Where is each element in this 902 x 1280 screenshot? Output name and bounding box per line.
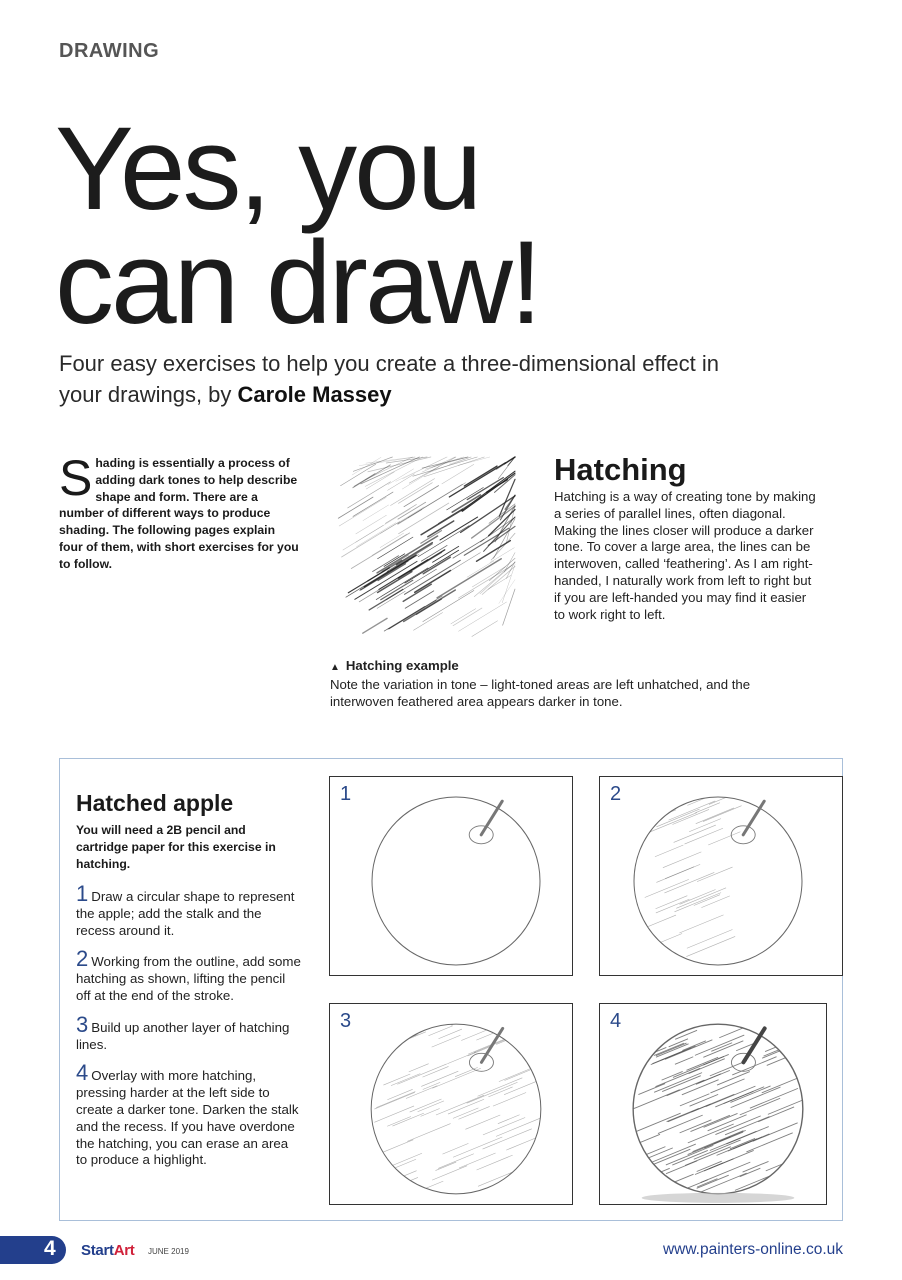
step-number: 4 [76, 1060, 89, 1086]
step-text: Overlay with more hatching, pressing harder at the left side to create a darker tone. Darken the stalk and the recess. If you have overdone the hatching, you can erase an area to produce a highlight. [76, 1068, 299, 1168]
drop-cap: S [59, 450, 93, 506]
apple-drawing-2 [600, 777, 828, 977]
panel-number: 2 [610, 783, 622, 805]
intro-paragraph [59, 450, 299, 573]
page-number-tab [0, 1236, 66, 1264]
step-3 [76, 1011, 301, 1054]
step-number: 1 [76, 881, 89, 906]
hatching-title: Hatching [554, 452, 687, 487]
headline-line-1: Yes, you [55, 103, 480, 235]
apple-panel-3 [329, 1003, 573, 1205]
step-number: 3 [76, 1011, 89, 1037]
apple-drawing-1 [330, 777, 574, 977]
issue-date: JUNE 2019 [148, 1247, 189, 1256]
apple-drawing-4 [600, 1004, 828, 1206]
apple-panel-1 [329, 776, 573, 976]
step-4 [76, 1060, 301, 1169]
exercise-title: Hatched apple [76, 790, 234, 816]
caption-heading: Hatching example [345, 658, 459, 673]
section-tag: DRAWING [59, 40, 160, 62]
standfirst-text: Four easy exercises to help you create a three-dimensional effect in your drawings, by [59, 351, 719, 407]
exercise-materials: You will need a 2B pencil and cartridge paper for this exercise in hatching. [76, 823, 276, 871]
intro-text: hading is essentially a process of adding dark tones to help describe shape and form. There are a number of different ways to produce shading. The following pages explain four of them, with short exercises for you to follow. [59, 456, 299, 571]
panel-number: 1 [340, 783, 352, 805]
page-number: 4 [44, 1237, 56, 1260]
panel-number: 4 [610, 1010, 622, 1032]
logo-art: Art [113, 1242, 135, 1259]
apple-drawing-3 [330, 1004, 574, 1206]
apple-panel-4 [599, 1003, 827, 1205]
step-text: Build up another layer of hatching lines. [76, 1019, 290, 1052]
caption-text: Note the variation in tone – light-toned areas are left unhatched, and the interwoven feathered area appears darker in tone. [330, 677, 751, 709]
caption-triangle-icon: ▲ [330, 662, 340, 673]
headline-line-2: can draw! [55, 217, 540, 349]
exercise-steps [76, 881, 301, 1181]
step-text: Draw a circular shape to represent the apple; add the stalk and the recess around it. [76, 889, 295, 938]
author-name: Carole Massey [237, 382, 392, 407]
image-caption [330, 657, 800, 710]
magazine-logo [81, 1242, 134, 1259]
website-link[interactable]: www.painters-online.co.uk [662, 1241, 843, 1258]
step-text: Working from the outline, add some hatching as shown, lifting the pencil off at the end of the stroke. [76, 954, 301, 1003]
step-2 [76, 946, 301, 1004]
panel-number: 3 [340, 1010, 352, 1032]
standfirst [59, 348, 759, 410]
step-number: 2 [76, 946, 89, 972]
apple-panel-2 [599, 776, 843, 976]
hatching-body: Hatching is a way of creating tone by making a series of parallel lines, often diagonal. Making the lines closer will produce a darker tone. To cover a large area, the lines can be interwoven, called ‘feathering’. As I am right-handed, I naturally work from left to right but if you are left-handed you may find it easier to work right to left. [554, 489, 816, 622]
step-1 [76, 881, 301, 939]
logo-start: Start [81, 1242, 114, 1259]
hatching-example-image [330, 453, 520, 643]
headline [55, 103, 540, 349]
